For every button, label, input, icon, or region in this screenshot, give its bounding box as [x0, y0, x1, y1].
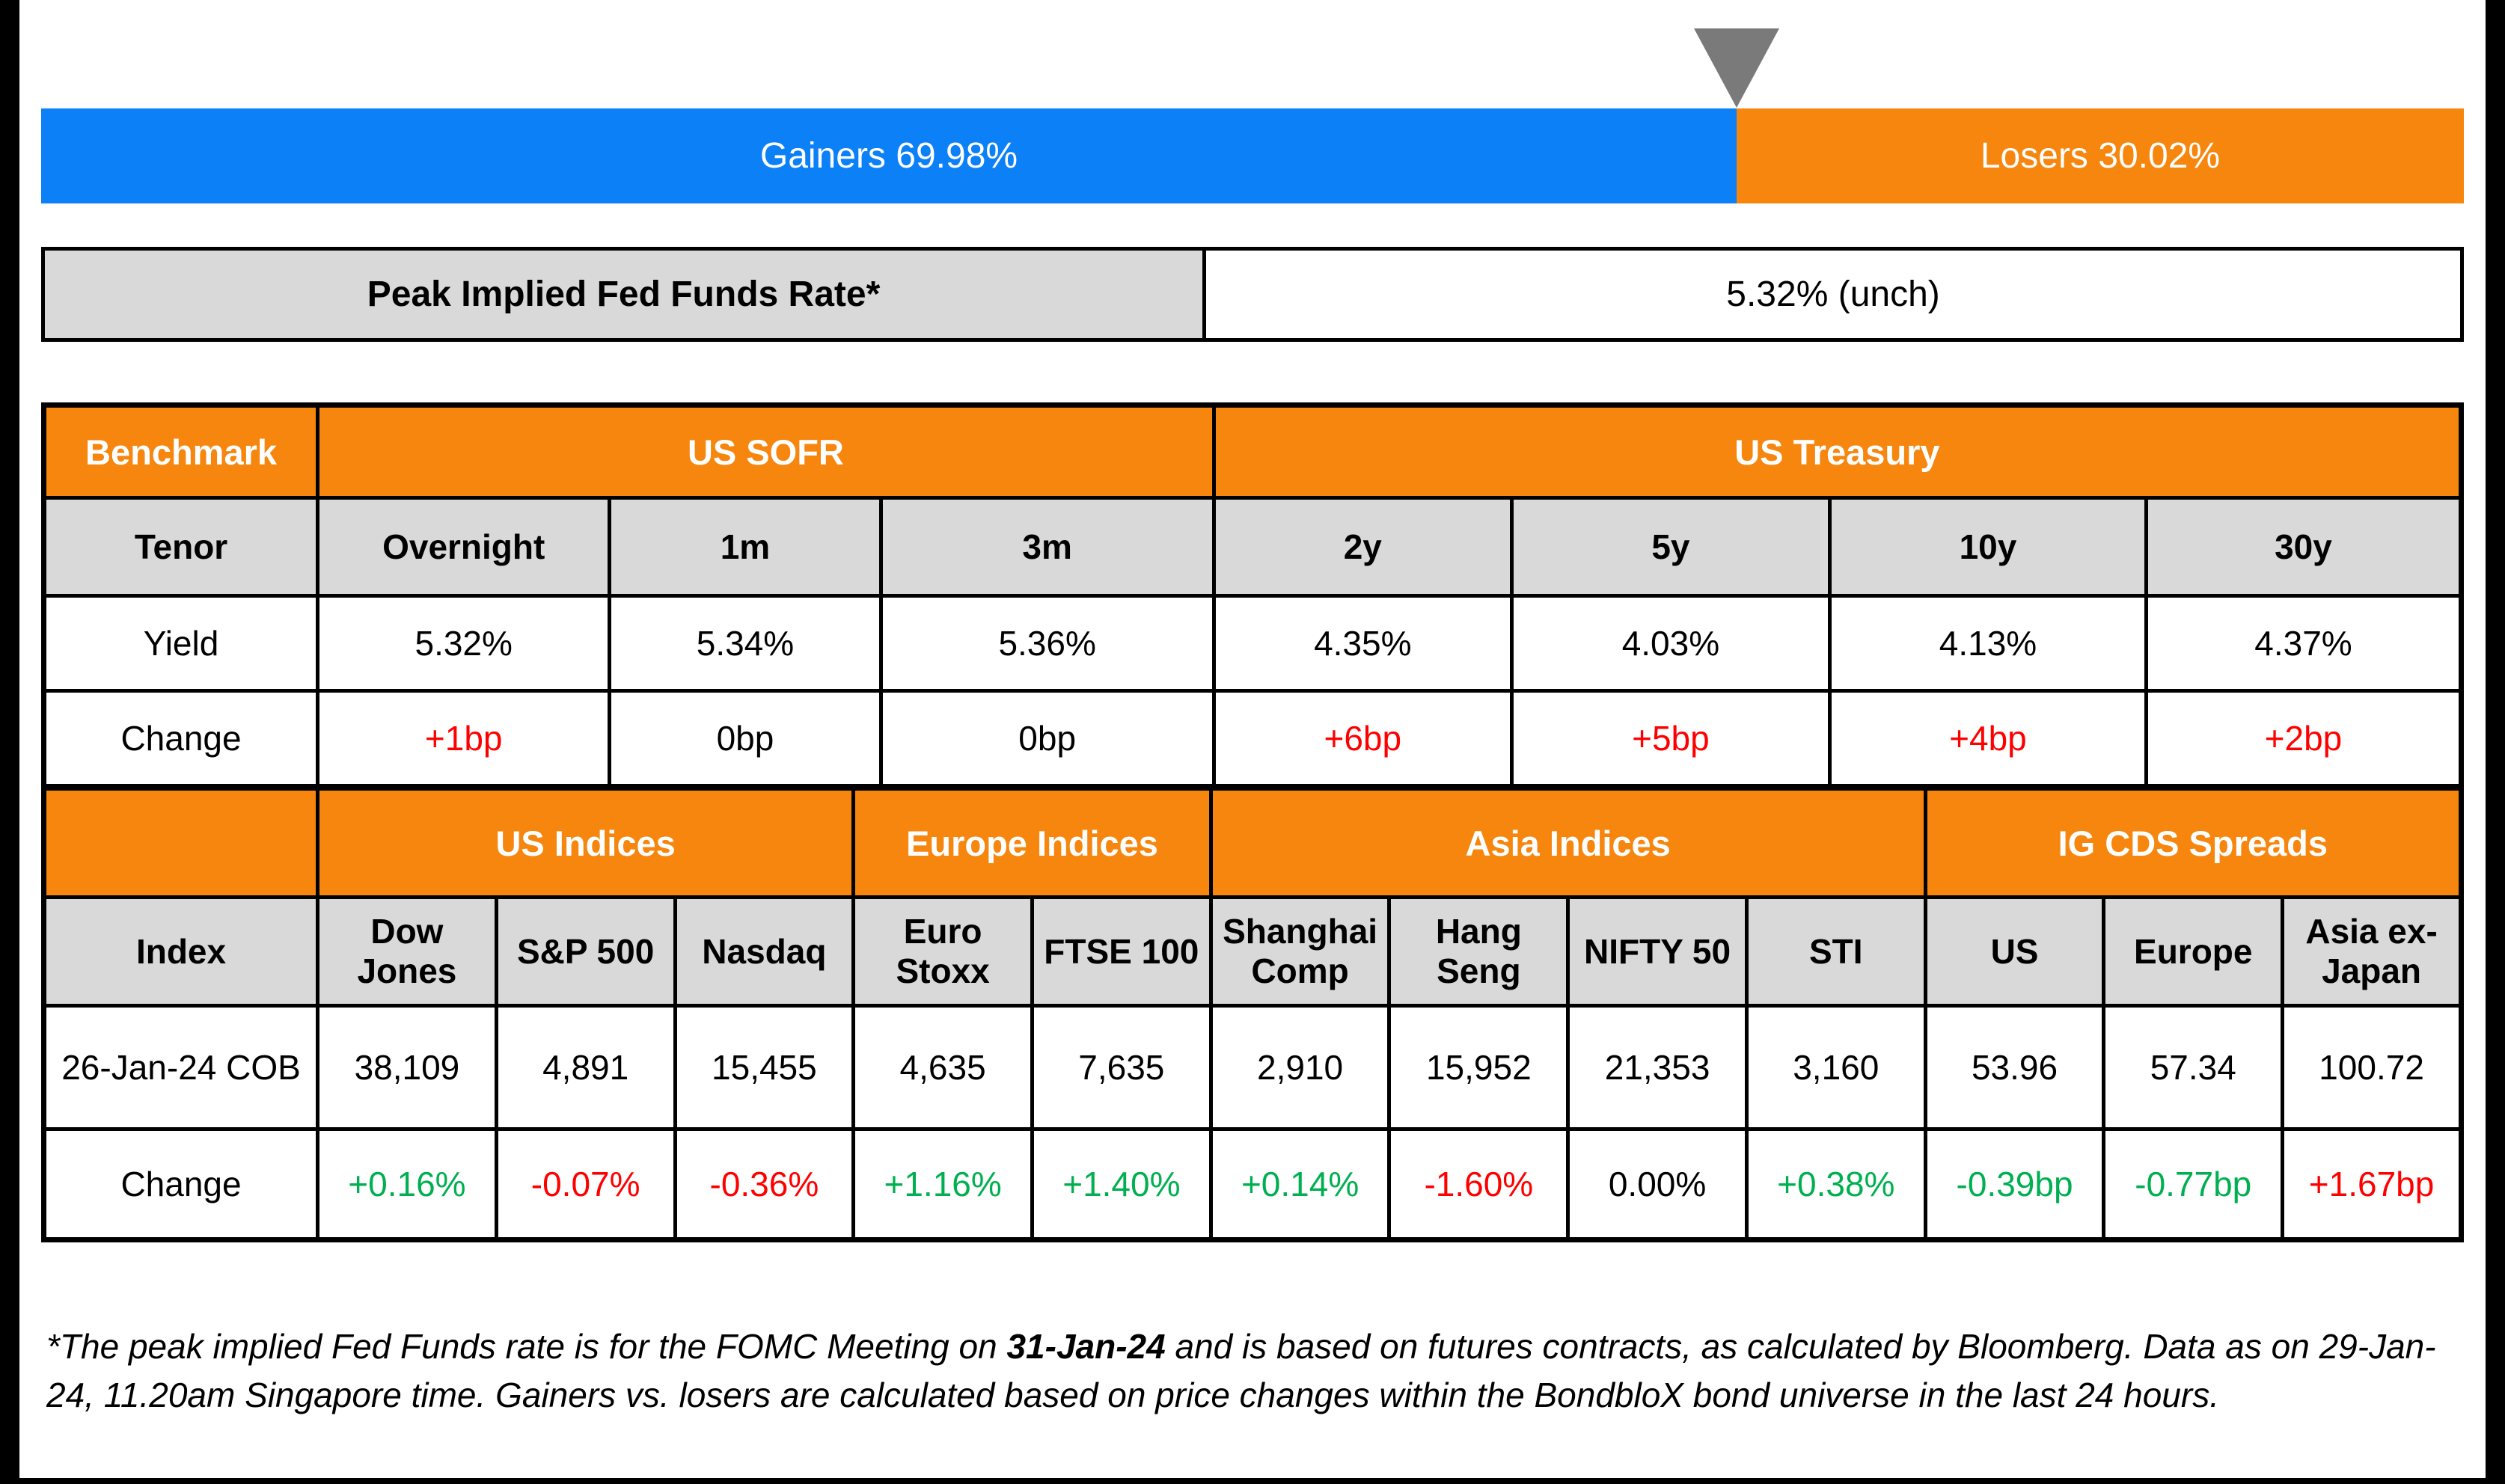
index-value-cell: 100.72: [2283, 1006, 2462, 1129]
bottom-black-edge: [0, 1478, 2505, 1484]
index-name-cell: US: [1925, 898, 2104, 1006]
index-name-cell: S&P 500: [496, 898, 675, 1006]
left-black-edge: [0, 0, 19, 1484]
index-value-cell: 4,891: [496, 1006, 675, 1129]
change-cell: -0.36%: [675, 1129, 854, 1240]
us-treasury-header-cell: US Treasury: [1214, 405, 2461, 498]
us-sofr-header-cell: US SOFR: [318, 405, 1214, 498]
index-name-cell: Nasdaq: [675, 898, 854, 1006]
change-cell: +1bp: [318, 691, 610, 787]
benchmark-group-header-row: [44, 405, 2462, 498]
right-black-edge: [2486, 0, 2505, 1484]
change-cell: -1.60%: [1389, 1129, 1568, 1240]
tenor-cell: Overnight: [318, 498, 610, 596]
peak-fed-funds-label: Peak Implied Fed Funds Rate*: [45, 251, 1206, 338]
gainers-label: Gainers 69.98%: [759, 136, 1018, 176]
benchmark-table: [41, 402, 2464, 789]
index-value-cell: 57.34: [2104, 1006, 2283, 1129]
yield-cell: 5.34%: [610, 596, 881, 691]
change-cell: +4bp: [1830, 691, 2147, 787]
change-cell: +1.67bp: [2283, 1129, 2462, 1240]
index-value-cell: 38,109: [318, 1006, 497, 1129]
tenor-cell: 10y: [1830, 498, 2147, 596]
tenor-cell: 1m: [610, 498, 881, 596]
yield-row-label: Yield: [44, 596, 318, 691]
change-cell: 0bp: [610, 691, 881, 787]
benchmark-change-row: [44, 691, 2462, 787]
gainers-losers-bar: [41, 108, 2464, 203]
index-value-cell: 15,455: [675, 1006, 854, 1129]
asia-indices-header-cell: Asia Indices: [1211, 788, 1925, 898]
benchmark-header-cell: Benchmark: [44, 405, 318, 498]
change-cell: -0.39bp: [1925, 1129, 2104, 1240]
footnote-text-pre: *The peak implied Fed Funds rate is for the FOMC Meeting on: [46, 1327, 1007, 1366]
change-cell: -0.07%: [496, 1129, 675, 1240]
change-cell: +1.40%: [1032, 1129, 1211, 1240]
tenor-cell: 5y: [1511, 498, 1829, 596]
gainers-segment: [41, 108, 1737, 203]
index-name-cell: Euro Stoxx: [854, 898, 1033, 1006]
indices-table: [41, 785, 2464, 1242]
yield-row: [44, 596, 2462, 691]
index-row-label: Index: [44, 898, 318, 1006]
index-name-row: [44, 898, 2462, 1006]
index-value-cell: 3,160: [1746, 1006, 1925, 1129]
change-cell: 0bp: [881, 691, 1214, 787]
index-name-cell: Asia ex-Japan: [2283, 898, 2462, 1006]
change-cell: +0.16%: [318, 1129, 497, 1240]
yield-cell: 4.03%: [1511, 596, 1829, 691]
tenor-cell: 2y: [1214, 498, 1511, 596]
index-value-cell: 7,635: [1032, 1006, 1211, 1129]
indices-group-header-row: [44, 788, 2462, 898]
index-value-cell: 21,353: [1568, 1006, 1747, 1129]
footnote: [46, 1322, 2463, 1420]
losers-segment: [1737, 108, 2464, 203]
change-cell: +6bp: [1214, 691, 1511, 787]
data-tables: [41, 402, 2464, 1242]
index-name-cell: Hang Seng: [1389, 898, 1568, 1006]
change-cell: +5bp: [1511, 691, 1829, 787]
change-cell: +1.16%: [854, 1129, 1033, 1240]
yield-cell: 5.32%: [318, 596, 610, 691]
gainers-losers-split-marker-icon: [1694, 28, 1779, 108]
footnote-date-bold: 31-Jan-24: [1006, 1327, 1166, 1366]
change-cell: +0.14%: [1211, 1129, 1389, 1240]
tenor-cell: 30y: [2146, 498, 2461, 596]
yield-cell: 4.13%: [1830, 596, 2147, 691]
tenor-row-label: Tenor: [44, 498, 318, 596]
footnote-text-post: and is based on futures contracts, as calculated by Bloomberg. Data as on 29-Jan-24, 11.20am Singapore time. Gainers vs. losers are calculated based on price changes within the BondbloX bond universe in the last 24 hours.: [46, 1327, 2436, 1415]
yield-cell: 5.36%: [881, 596, 1214, 691]
index-value-cell: 15,952: [1389, 1006, 1568, 1129]
europe-indices-header-cell: Europe Indices: [854, 788, 1211, 898]
change-cell: -0.77bp: [2104, 1129, 2283, 1240]
tenor-row: [44, 498, 2462, 596]
yield-cell: 4.37%: [2146, 596, 2461, 691]
index-value-row: [44, 1006, 2462, 1129]
change-row-label: Change: [44, 1129, 318, 1240]
change-cell: 0.00%: [1568, 1129, 1747, 1240]
tenor-cell: 3m: [881, 498, 1214, 596]
us-indices-header-cell: US Indices: [318, 788, 854, 898]
index-name-cell: Shanghai Comp: [1211, 898, 1389, 1006]
indices-change-row: [44, 1129, 2462, 1240]
change-cell: +2bp: [2146, 691, 2461, 787]
index-name-cell: STI: [1746, 898, 1925, 1006]
index-name-cell: NIFTY 50: [1568, 898, 1747, 1006]
index-value-cell: 2,910: [1211, 1006, 1389, 1129]
peak-fed-funds-value: 5.32% (unch): [1206, 251, 2460, 338]
peak-fed-funds-row: [41, 247, 2464, 342]
index-name-cell: Europe: [2104, 898, 2283, 1006]
indices-corner-cell: [44, 788, 318, 898]
index-value-cell: 53.96: [1925, 1006, 2104, 1129]
losers-label: Losers 30.02%: [1980, 136, 2221, 176]
change-row-label: Change: [44, 691, 318, 787]
ig-cds-spreads-header-cell: IG CDS Spreads: [1925, 788, 2461, 898]
change-cell: +0.38%: [1746, 1129, 1925, 1240]
index-name-cell: FTSE 100: [1032, 898, 1211, 1006]
index-value-cell: 4,635: [854, 1006, 1033, 1129]
index-name-cell: Dow Jones: [318, 898, 497, 1006]
value-row-label: 26-Jan-24 COB: [44, 1006, 318, 1129]
yield-cell: 4.35%: [1214, 596, 1511, 691]
